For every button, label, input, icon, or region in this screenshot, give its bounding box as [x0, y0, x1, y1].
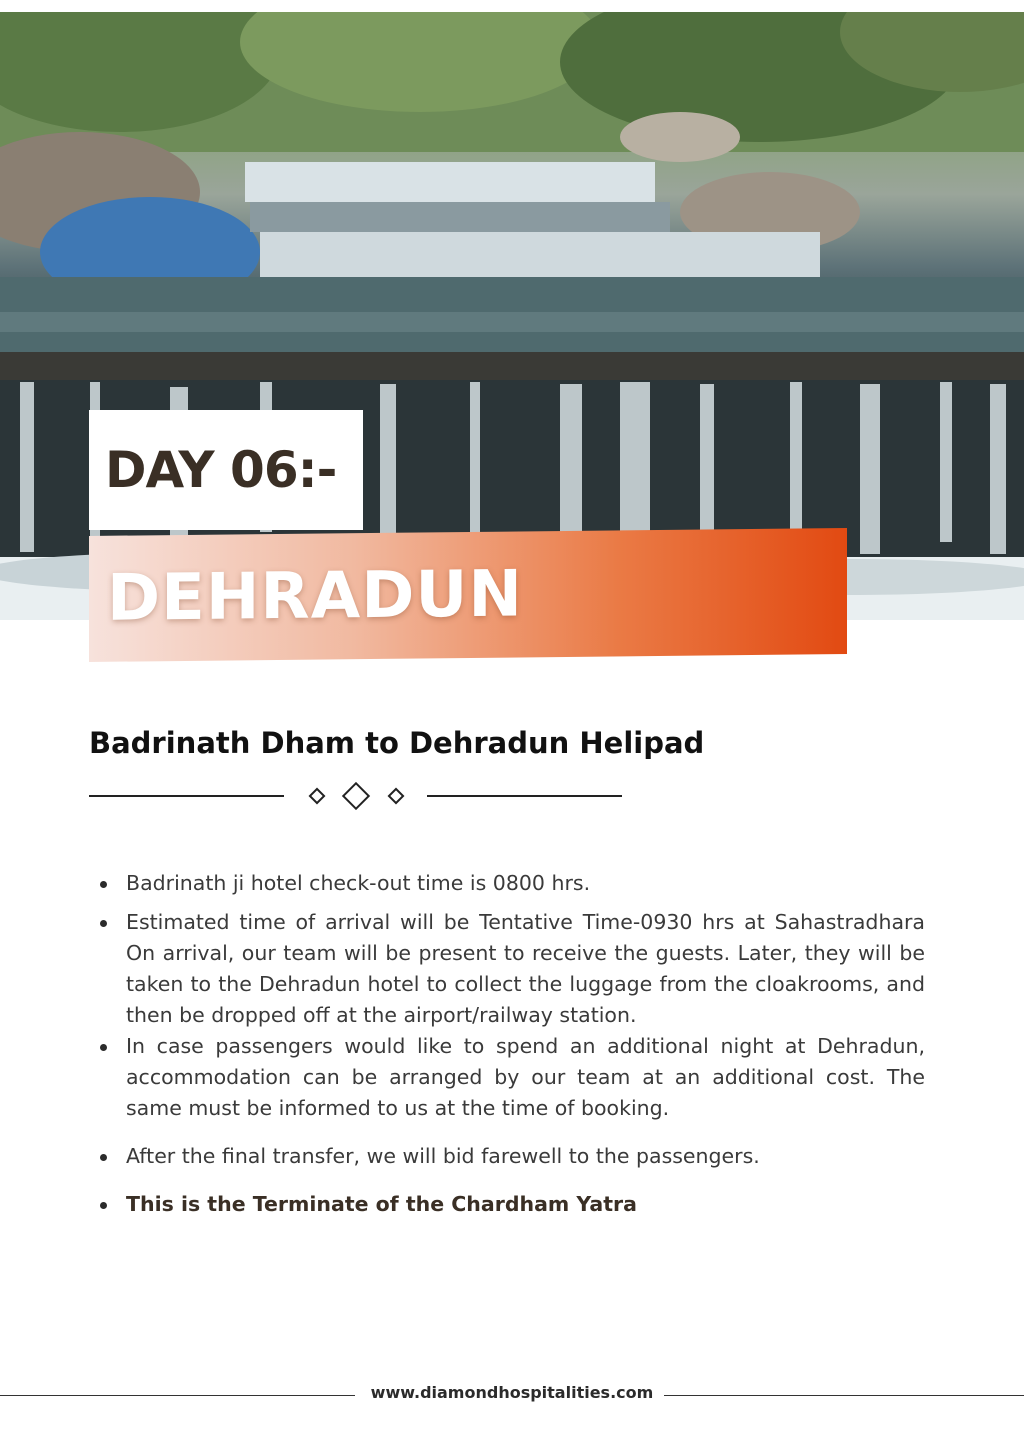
- small-diamond-icon: [389, 789, 403, 803]
- list-item-closing: This is the Terminate of the Chardham Yatra: [100, 1189, 925, 1220]
- website-link[interactable]: www.diamondhospitalities.com: [361, 1383, 664, 1402]
- day-label-box: [89, 410, 363, 530]
- route-title: Badrinath Dham to Dehradun Helipad: [89, 726, 705, 760]
- day-label: DAY 06:-: [105, 441, 337, 499]
- list-item: Badrinath ji hotel check-out time is 0800 hrs.: [100, 868, 925, 899]
- footer: [0, 1382, 1024, 1408]
- list-item: Estimated time of arrival will be Tentative Time-0930 hrs at Sahastradhara On arrival, our team will be present to receive the guests. Later, they will be taken to the Dehradun hotel to collect the luggage from the cloakrooms, and then be dropped off at the airport/railway station.: [100, 907, 925, 1031]
- itinerary-list: [100, 868, 925, 1220]
- city-banner: [89, 528, 847, 662]
- city-title: DEHRADUN: [107, 557, 523, 636]
- ornament-divider: [89, 780, 624, 812]
- list-item: After the final transfer, we will bid farewell to the passengers.: [100, 1141, 925, 1172]
- diamond-icon: [343, 783, 368, 808]
- list-item: In case passengers would like to spend an additional night at Dehradun, accommodation can be arranged by our team at an additional cost. The same must be informed to us at the time of booking.: [100, 1031, 925, 1124]
- small-diamond-icon: [310, 789, 324, 803]
